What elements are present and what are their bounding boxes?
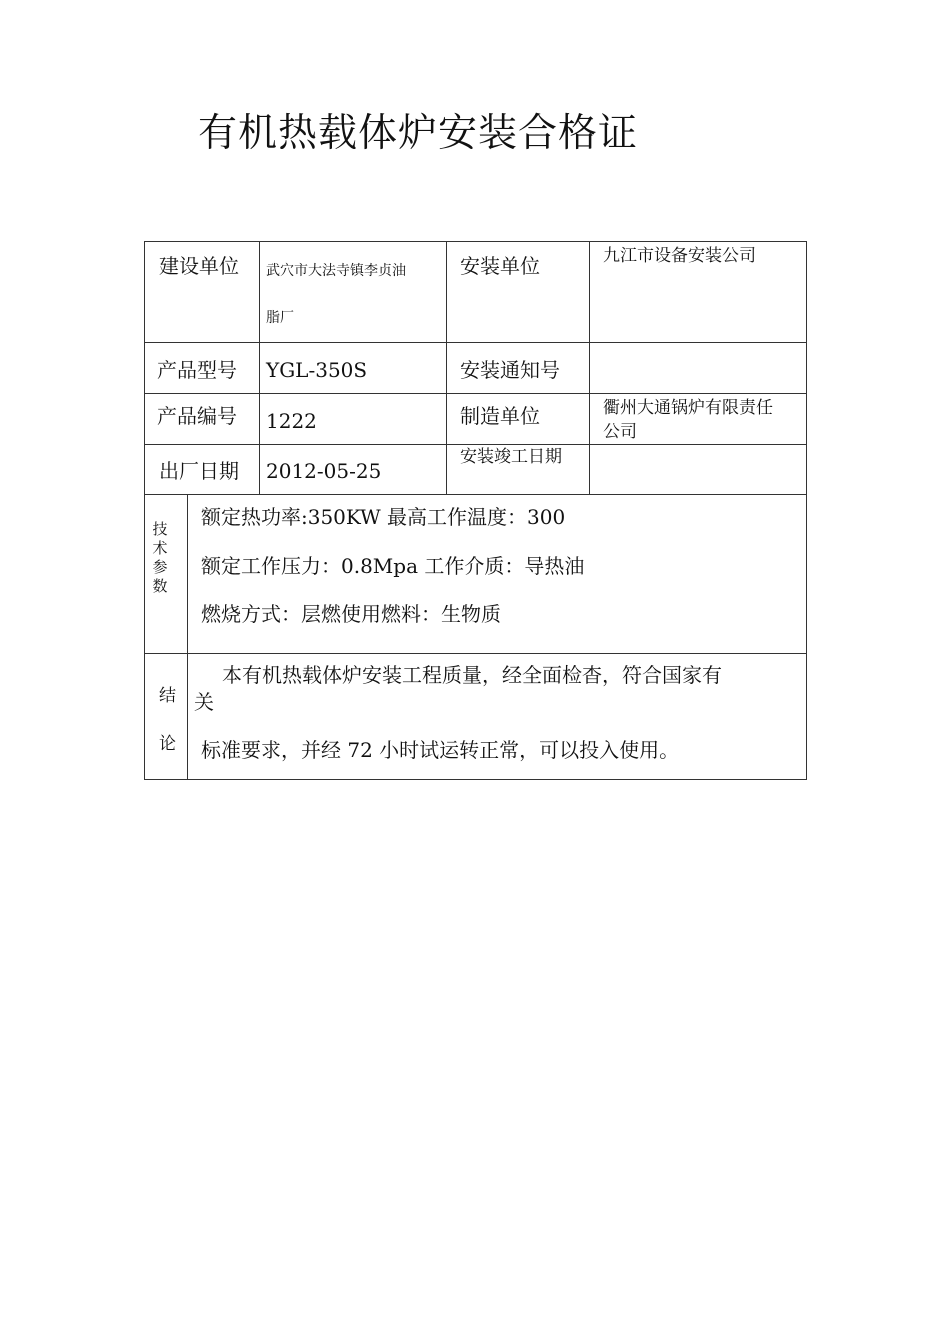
column-divider [259, 241, 260, 494]
serial-value: 1222 [266, 409, 317, 433]
maker-value-line2: 公司 [603, 422, 637, 442]
installer-label: 安装单位 [460, 254, 540, 278]
serial-label: 产品编号 [157, 404, 237, 428]
row-divider [144, 653, 807, 654]
tech-line-1: 额定热功率:350KW 最高工作温度：300 [201, 505, 566, 529]
conclusion-line-1-wrap: 关 [194, 690, 214, 714]
document-title: 有机热载体炉安装合格证 [198, 111, 639, 156]
column-divider [187, 494, 188, 780]
installer-value: 九江市设备安装公司 [603, 246, 756, 266]
builder-value-line2: 脂厂 [266, 310, 294, 326]
conclusion-line-2: 标准要求，并经 72 小时试运转正常，可以投入使用。 [201, 738, 680, 762]
model-value: YGL-350S [266, 358, 368, 382]
row-divider [144, 393, 807, 394]
notice-label: 安装通知号 [460, 358, 560, 382]
tech-params-label: 技术参数 [152, 520, 168, 595]
completion-label: 安装竣工日期 [460, 447, 562, 467]
builder-label: 建设单位 [159, 254, 239, 278]
date-value: 2012-05-25 [266, 459, 382, 483]
row-divider [144, 494, 807, 495]
conclusion-label-char2: 论 [159, 734, 176, 754]
tech-line-2: 额定工作压力：0.8Mpa 工作介质：导热油 [201, 554, 585, 578]
date-label: 出厂日期 [159, 459, 239, 483]
conclusion-line-1: 本有机热载体炉安装工程质量，经全面检杳，符合国家有 [222, 663, 722, 687]
maker-value-line1: 衢州大通锅炉有限责任 [603, 398, 773, 418]
column-divider [446, 241, 447, 494]
model-label: 产品型号 [157, 358, 237, 382]
maker-label: 制造单位 [460, 404, 540, 428]
column-divider [589, 241, 590, 494]
row-divider [144, 342, 807, 343]
conclusion-label-char1: 结 [159, 686, 176, 706]
tech-line-3: 燃烧方式：层燃使用燃料：生物质 [201, 602, 501, 626]
builder-value-line1: 武穴市大法寺镇李贞油 [266, 263, 406, 279]
